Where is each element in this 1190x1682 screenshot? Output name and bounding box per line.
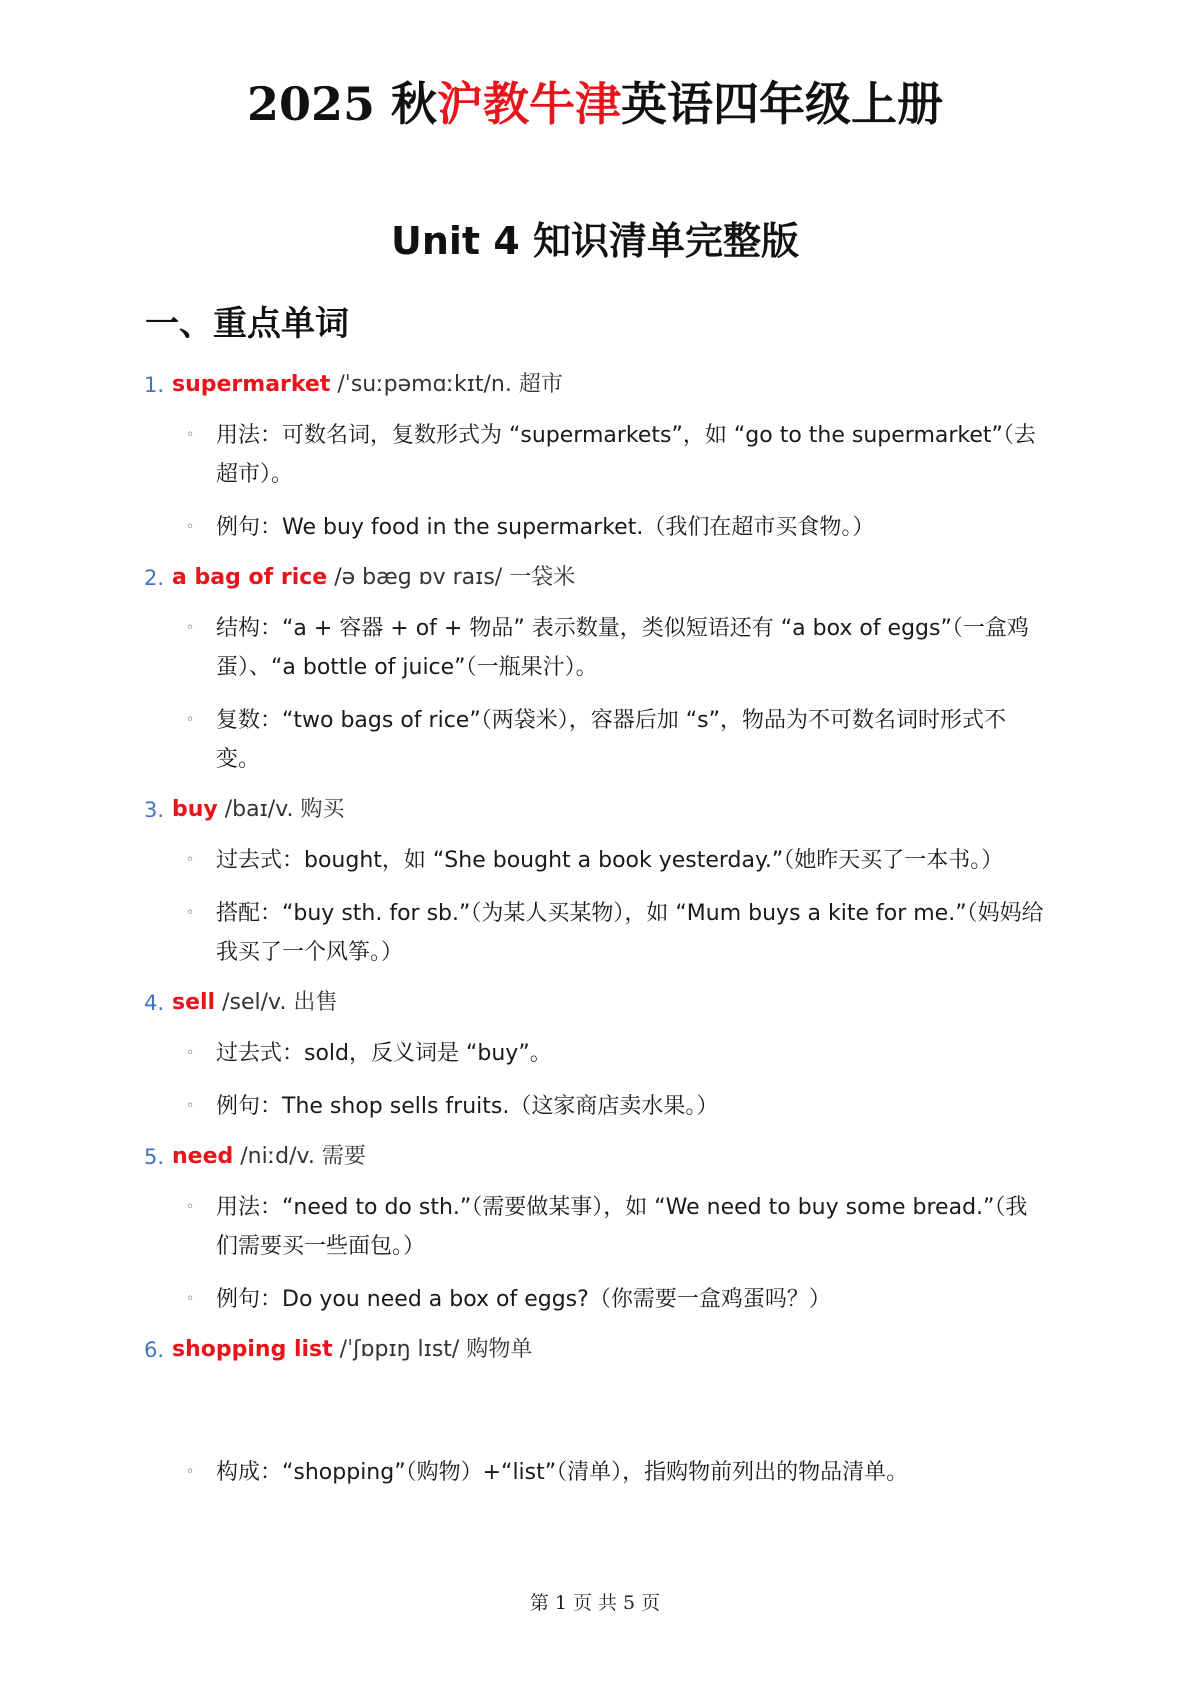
vocab-line [0,986,1190,1020]
vocab-number: 3. [144,798,165,822]
vocab-item [0,1333,1190,1492]
vocab-notes [0,609,1190,779]
vocab-term: supermarket [172,372,331,397]
title-highlight: 沪教牛津 [437,77,622,131]
vocab-note [0,508,1046,547]
page-number: 第 1 页 共 5 页 [529,1592,661,1614]
vocab-number: 1. [144,373,165,397]
vocab-note [0,1280,1046,1319]
title-prefix: 2025 秋 [246,77,438,131]
section-heading: 一、重点单词 [145,304,349,344]
bullet-icon: ◦ [186,712,195,728]
vocab-line [0,561,1190,595]
vocab-meaning: 超市 [511,372,563,397]
vocab-phonetic: /niːd/v. [233,1144,315,1169]
vocabulary-list [0,368,1190,1506]
vocab-note [0,416,1046,494]
vocab-term: buy [172,797,218,822]
vocab-number: 4. [144,991,165,1015]
vocab-note-text: 结构：“a + 容器 + of + 物品” 表示数量，类似短语还有 “a box of eggs”（一盒鸡蛋）、“a bottle of juice”（一瓶果汁）。 [216,616,1029,680]
bullet-icon: ◦ [186,1291,195,1307]
vocab-number: 2. [144,566,165,590]
vocab-note-text: 过去式：bought，如 “She bought a book yesterday.”（她昨天买了一本书。） [216,848,1004,873]
vocab-line [0,1140,1190,1174]
vocab-note-text: 过去式：sold，反义词是 “buy”。 [216,1041,552,1066]
vocab-number: 6. [144,1338,165,1362]
vocab-meaning: 一袋米 [502,565,576,590]
title-suffix: 英语四年级上册 [621,77,944,131]
vocab-meaning: 需要 [314,1144,366,1169]
vocab-term: sell [172,990,216,1015]
vocab-phonetic: /baɪ/v. [217,797,294,822]
bullet-icon: ◦ [186,427,195,443]
vocab-note-text: 复数：“two bags of rice”（两袋米），容器后加 “s”，物品为不可数名词时形式不变。 [216,708,1006,772]
vocab-meaning: 购买 [293,797,345,822]
vocab-notes [0,1453,1190,1492]
vocab-term: shopping list [172,1337,333,1362]
vocab-note [0,1453,1046,1492]
vocab-note-text: 构成：“shopping”（购物）+“list”（清单），指购物前列出的物品清单。 [216,1460,909,1485]
unit-title: Unit 4 知识清单完整版 [391,219,799,263]
vocab-notes [0,1034,1190,1126]
bullet-icon: ◦ [186,1199,195,1215]
vocab-note-text: 例句：Do you need a box of eggs?（你需要一盒鸡蛋吗？） [216,1287,831,1312]
vocab-line [0,1333,1190,1367]
vocab-notes [0,1188,1190,1319]
vocab-note [0,894,1046,972]
vocab-notes [0,841,1190,972]
vocab-item [0,986,1190,1126]
vocab-notes [0,416,1190,547]
vocab-phonetic: /sel/v. [215,990,287,1015]
vocab-meaning: 购物单 [459,1337,533,1362]
vocab-note [0,1188,1046,1266]
vocab-term: a bag of rice [172,565,328,590]
vocab-line [0,368,1190,402]
bullet-icon: ◦ [186,519,195,535]
vocab-phonetic: /ˈʃɒpɪŋ lɪst/ [332,1337,460,1362]
vocab-note-text: 例句：We buy food in the supermarket.（我们在超市买食物。） [216,515,875,540]
bullet-icon: ◦ [186,1045,195,1061]
vocab-note [0,701,1046,779]
vocab-phonetic: /ˈsuːpəmɑːkɪt/n. [330,372,512,397]
vocab-number: 5. [144,1145,165,1169]
bullet-icon: ◦ [186,620,195,636]
vocab-note-text: 用法：可数名词，复数形式为 “supermarkets”，如 “go to the supermarket”（去超市）。 [216,423,1036,487]
vocab-item [0,368,1190,547]
vocab-note-text: 搭配：“buy sth. for sb.”（为某人买某物），如 “Mum buys a kite for me.”（妈妈给我买了一个风筝。） [216,901,1044,965]
vocab-note-text: 例句：The shop sells fruits.（这家商店卖水果。） [216,1094,719,1119]
vocab-note [0,841,1046,880]
document-title [0,72,1190,136]
vocab-item [0,1140,1190,1319]
vocab-note [0,1087,1046,1126]
vocab-note [0,1034,1046,1073]
vocab-term: need [172,1144,234,1169]
vocab-meaning: 出售 [286,990,338,1015]
vocab-line [0,793,1190,827]
bullet-icon: ◦ [186,1098,195,1114]
vocab-item [0,561,1190,779]
bullet-icon: ◦ [186,905,195,921]
bullet-icon: ◦ [186,1464,195,1480]
vocab-item [0,793,1190,972]
vocab-note [0,609,1046,687]
vocab-note-text: 用法：“need to do sth.”（需要做某事），如 “We need to buy some bread.”（我们需要买一些面包。） [216,1195,1028,1259]
bullet-icon: ◦ [186,852,195,868]
vocab-phonetic: /ə bæɡ ɒv raɪs/ [327,565,503,590]
